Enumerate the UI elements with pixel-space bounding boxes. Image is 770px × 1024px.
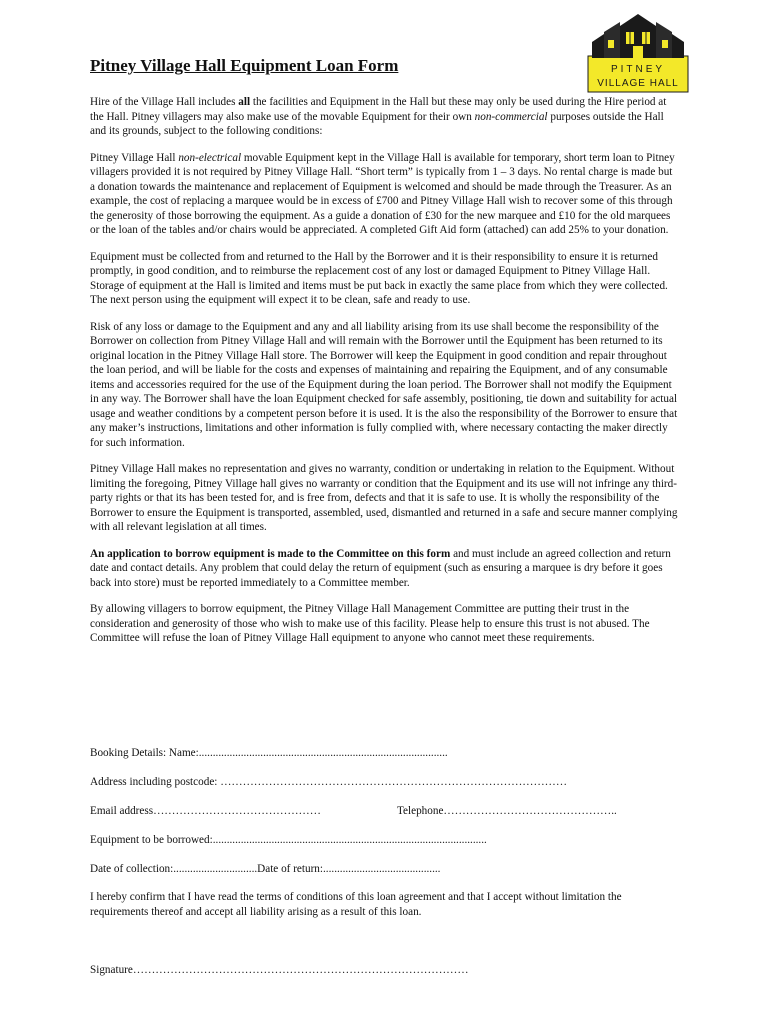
- logo-text-line2: VILLAGE HALL: [597, 78, 679, 89]
- equipment-field[interactable]: Equipment to be borrowed:..................................................................................................: [90, 834, 487, 846]
- email-field[interactable]: Email address………………………………………: [90, 805, 321, 817]
- paragraph-collection-return: Equipment must be collected from and returned to the Hall by the Borrower and it is their responsibility to ensure it is returned promptly, in good condition, and to reimburse the replacement cost of any lost or damaged Equipment to Pitney Village Hall. Storage of equipment at the Hall is limited and items must be put back in exactly the same place from which they were collected. The next person using the equipment will expect it to be clean, safe and ready to use.: [90, 250, 668, 306]
- paragraph-no-warranty: Pitney Village Hall makes no representation and gives no warranty, condition or undertaking in relation to the Equipment. Without limiting the foregoing, Pitney Village hall gives no warranty or condition that the Equipment and its use will not infringe any third-party rights or that its has been tested for, and is free from, defects and that it is safe to use. It is wholly the responsibility of the Borrower to ensure the Equipment is transported, assembled, used, dismantled and returned in a safe and secure manner complying with all relevant legislation at all times.: [90, 463, 678, 533]
- paragraph-risk-liability: Risk of any loss or damage to the Equipment and any and all liability arising from its use shall become the responsibility of the Borrower on collection from Pitney Village Hall and will remain with the Borrower until the Equipment has been returned to its original location in the Pitney Village Hall store. The Borrower will keep the Equipment in good condition and repair throughout the loan period, and will be liable for the costs and expenses of maintaining and repairing the Equipment, and of any consumable items and accessories required for the use of the Equipment during the loan period. The Borrower shall not modify the Equipment in any way. The Borrower shall have the loan Equipment checked for safe assembly, positioning, tie down and suitability for actual usage and weather conditions by a competent person before it is used. It is the also the responsibility of the Borrower to ensure that any maker’s instructions, limitations and other information is fully complied with, where necessary contacting the maker directly for such information.: [90, 320, 678, 449]
- village-hall-logo: [586, 12, 690, 94]
- paragraph-intro: [90, 95, 680, 139]
- text-run: movable Equipment kept in the Village Hall is available for temporary, short term loan to Pitney villagers provided it is not required by Pitney Village Hall. “Short term” is typically from 1 – 3 days. No rental charge is made but a donation towards the maintenance and replacement of Equipment is welcomed and should be made through the Treasurer. As an example, the cost of replacing a marquee would be in excess of £700 and Pitney Village Hall wish to recover some of this through the generosity of those borrowing the equipment. As a guide a donation of £30 for the new marquee and £10 for the old marquees or the loan of the tables and/or chairs would be appreciated. A completed Gift Aid form (attached) can add 25% to your donation.: [90, 151, 675, 236]
- paragraph-application: [90, 547, 680, 591]
- confirmation-statement: I hereby confirm that I have read the terms of conditions of this loan agreement and that I accept without limitation the requirements thereof and accept all liability arising as a result of this loan.: [90, 891, 622, 918]
- text-run: Pitney Village Hall: [90, 151, 179, 164]
- text-run: and must include an agreed collection and return date and contact details. Any problem that could delay the return of equipment (such as ensuring a marquee is dry before it goes back into store) must be reported immediately to a Committee member.: [90, 547, 671, 589]
- text-bold: An application to borrow equipment is made to the Committee on this form: [90, 547, 451, 560]
- address-field[interactable]: Address including postcode: …………………………………………………………………………………: [90, 776, 568, 788]
- terms-text: [90, 95, 680, 658]
- booking-name-field[interactable]: Booking Details: Name:.........................................................................................: [90, 747, 448, 759]
- text-run: the facilities and Equipment in the Hall but these may only be used during the Hire period at the Hall. Pitney villagers may also make use of the movable Equipment for their own: [90, 96, 667, 123]
- signature-field[interactable]: Signature………………………………………………………………………………: [90, 964, 469, 976]
- dates-field[interactable]: Date of collection:..............................Date of return:..........................................: [90, 863, 441, 875]
- logo-text-line1: PITNEY: [610, 64, 666, 75]
- text-italic: non-electrical: [178, 151, 242, 164]
- text-run: purposes outside the Hall and its grounds, subject to the following conditions:: [90, 110, 664, 137]
- text-bold: all: [238, 96, 251, 108]
- text-italic: non-commercial: [474, 110, 548, 123]
- village-hall-logo-drawing: [586, 12, 690, 94]
- text-run: Hire of the Village Hall includes: [90, 96, 239, 108]
- paragraph-trust: By allowing villagers to borrow equipment, the Pitney Village Hall Management Committee are putting their trust in the consideration and generosity of those who wish to make use of this facility. Please help to ensure this trust is not abused. The Committee will refuse the loan of Pitney Village Hall equipment to anyone who cannot meet these requirements.: [90, 603, 650, 644]
- page-title: Pitney Village Hall Equipment Loan Form: [90, 56, 399, 75]
- telephone-field[interactable]: Telephone………………………………………..: [397, 805, 617, 817]
- paragraph-short-term-loan: [90, 151, 680, 238]
